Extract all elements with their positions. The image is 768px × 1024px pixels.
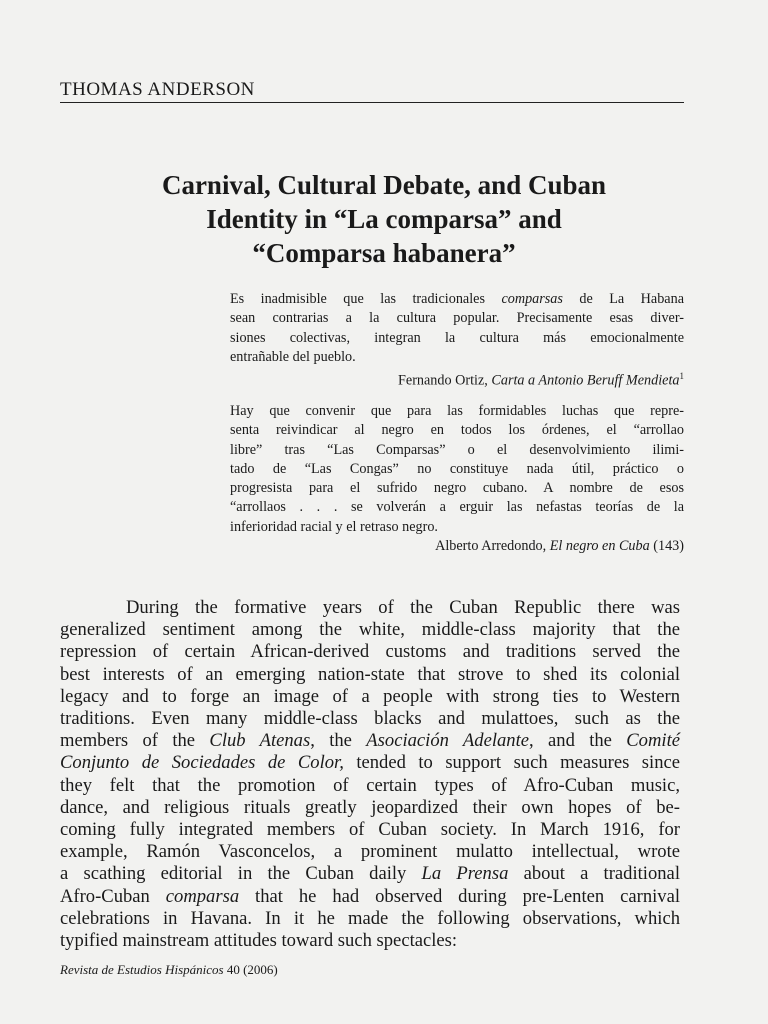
italic-run: comparsa — [165, 885, 240, 907]
title-line-2: Identity in “La comparsa” and — [206, 204, 562, 234]
epigraph-attribution — [230, 537, 684, 556]
epigraph-line: entrañable del pueblo. — [230, 348, 356, 365]
italic-run: comparsas — [501, 291, 563, 307]
epigraph-line: progresista para el sufrido negro cubano. A nombre de esos — [230, 480, 684, 497]
body-line: best interests of an emerging nation-state that strove to shed its colonial — [60, 663, 680, 685]
text-run: that he had observed during pre-Lenten carnival — [239, 885, 680, 907]
journal-volume: 40 (2006) — [223, 962, 278, 977]
text-run: a scathing editorial in the Cuban daily — [60, 863, 422, 885]
text-run: Afro-Cuban — [60, 885, 166, 907]
title-line-1: Carnival, Cultural Debate, and Cuban — [161, 170, 607, 200]
body-line — [60, 752, 680, 774]
text-run: de La Habana — [562, 291, 684, 307]
epigraph-line: libre” tras “Las Comparsas” o el desenvolvimiento ilimi- — [230, 441, 684, 458]
body-line: they felt that the promotion of certain types of Afro-Cuban music, — [60, 774, 680, 796]
body-line: traditions. Even many middle-class blacks and mulattoes, such as the — [60, 708, 680, 730]
text-run: tended to support such measures since — [343, 752, 680, 774]
italic-run: Club Atenas — [209, 730, 311, 752]
epigraph-line: sean contrarias a la cultura popular. Precisamente esas diver- — [230, 310, 684, 327]
body-line: generalized sentiment among the white, middle-class majority that the — [60, 619, 680, 641]
work-title: Carta a Antonio Beruff Mendieta — [491, 372, 680, 389]
text-run: Es inadmisible que las tradicionales — [230, 291, 502, 307]
work-title: El negro en Cuba — [549, 538, 650, 555]
epigraph-line: senta reivindicar al negro en todos los órdenes, el “arrollao — [230, 422, 684, 439]
epigraph-line: inferioridad racial y el retraso negro. — [230, 518, 438, 535]
body-paragraph — [60, 597, 680, 952]
text-run: about a traditional — [508, 863, 680, 885]
body-line: repression of certain African-derived customs and traditions served the — [60, 641, 680, 663]
title-line-3: “Comparsa habanera” — [252, 238, 516, 268]
body-line — [60, 886, 680, 908]
italic-run: Asociación Adelante — [366, 730, 530, 752]
epigraph-line: siones colectivas, integran la cultura más emocionalmente — [230, 329, 684, 346]
epigraph-line: Hay que convenir que para las formidables luchas que repre- — [230, 403, 684, 419]
text-run: , and the — [529, 730, 627, 752]
epigraph-attribution — [230, 367, 684, 391]
article-title — [60, 168, 708, 270]
body-line: dance, and religious rituals greatly jeopardized their own hopes of be- — [60, 796, 680, 818]
italic-run: Comité — [626, 730, 680, 752]
journal-footer — [60, 962, 278, 978]
body-line: During the formative years of the Cuban Republic there was — [126, 597, 680, 618]
text-run: , the — [310, 730, 367, 752]
body-line: typified mainstream attitudes toward such spectacles: — [60, 930, 458, 952]
epigraph-line: tado de “Las Congas” no constituye nada útil, práctico o — [230, 460, 684, 477]
body-line: legacy and to forge an image of a people with strong ties to Western — [60, 685, 680, 707]
body-line: celebrations in Havana. In it he made the following observations, which — [60, 907, 680, 929]
italic-run: Conjunto de Sociedades de Color, — [60, 752, 344, 774]
epigraph-line: “arrollaos . . . se volverán a erguir las nefastas teorías de la — [230, 499, 684, 516]
epigraph-line — [230, 290, 684, 309]
body-line — [60, 730, 680, 752]
epigraph-ortiz — [230, 290, 684, 391]
body-line: coming fully integrated members of Cuban society. In March 1916, for — [60, 819, 680, 841]
italic-run: La Prensa — [421, 863, 509, 885]
epigraph-arredondo — [230, 402, 684, 556]
author-name: Fernando Ortiz, — [398, 372, 492, 389]
author-name: Alberto Arredondo, — [435, 538, 550, 555]
page-reference: (143) — [649, 538, 684, 555]
body-line: example, Ramón Vasconcelos, a prominent mulatto intellectual, wrote — [60, 841, 680, 863]
footnote-marker[interactable]: 1 — [679, 371, 684, 382]
body-line — [60, 863, 680, 885]
journal-name: Revista de Estudios Hispánicos — [60, 962, 224, 977]
text-run: members of the — [60, 730, 210, 752]
running-head: THOMAS ANDERSON — [60, 78, 684, 103]
